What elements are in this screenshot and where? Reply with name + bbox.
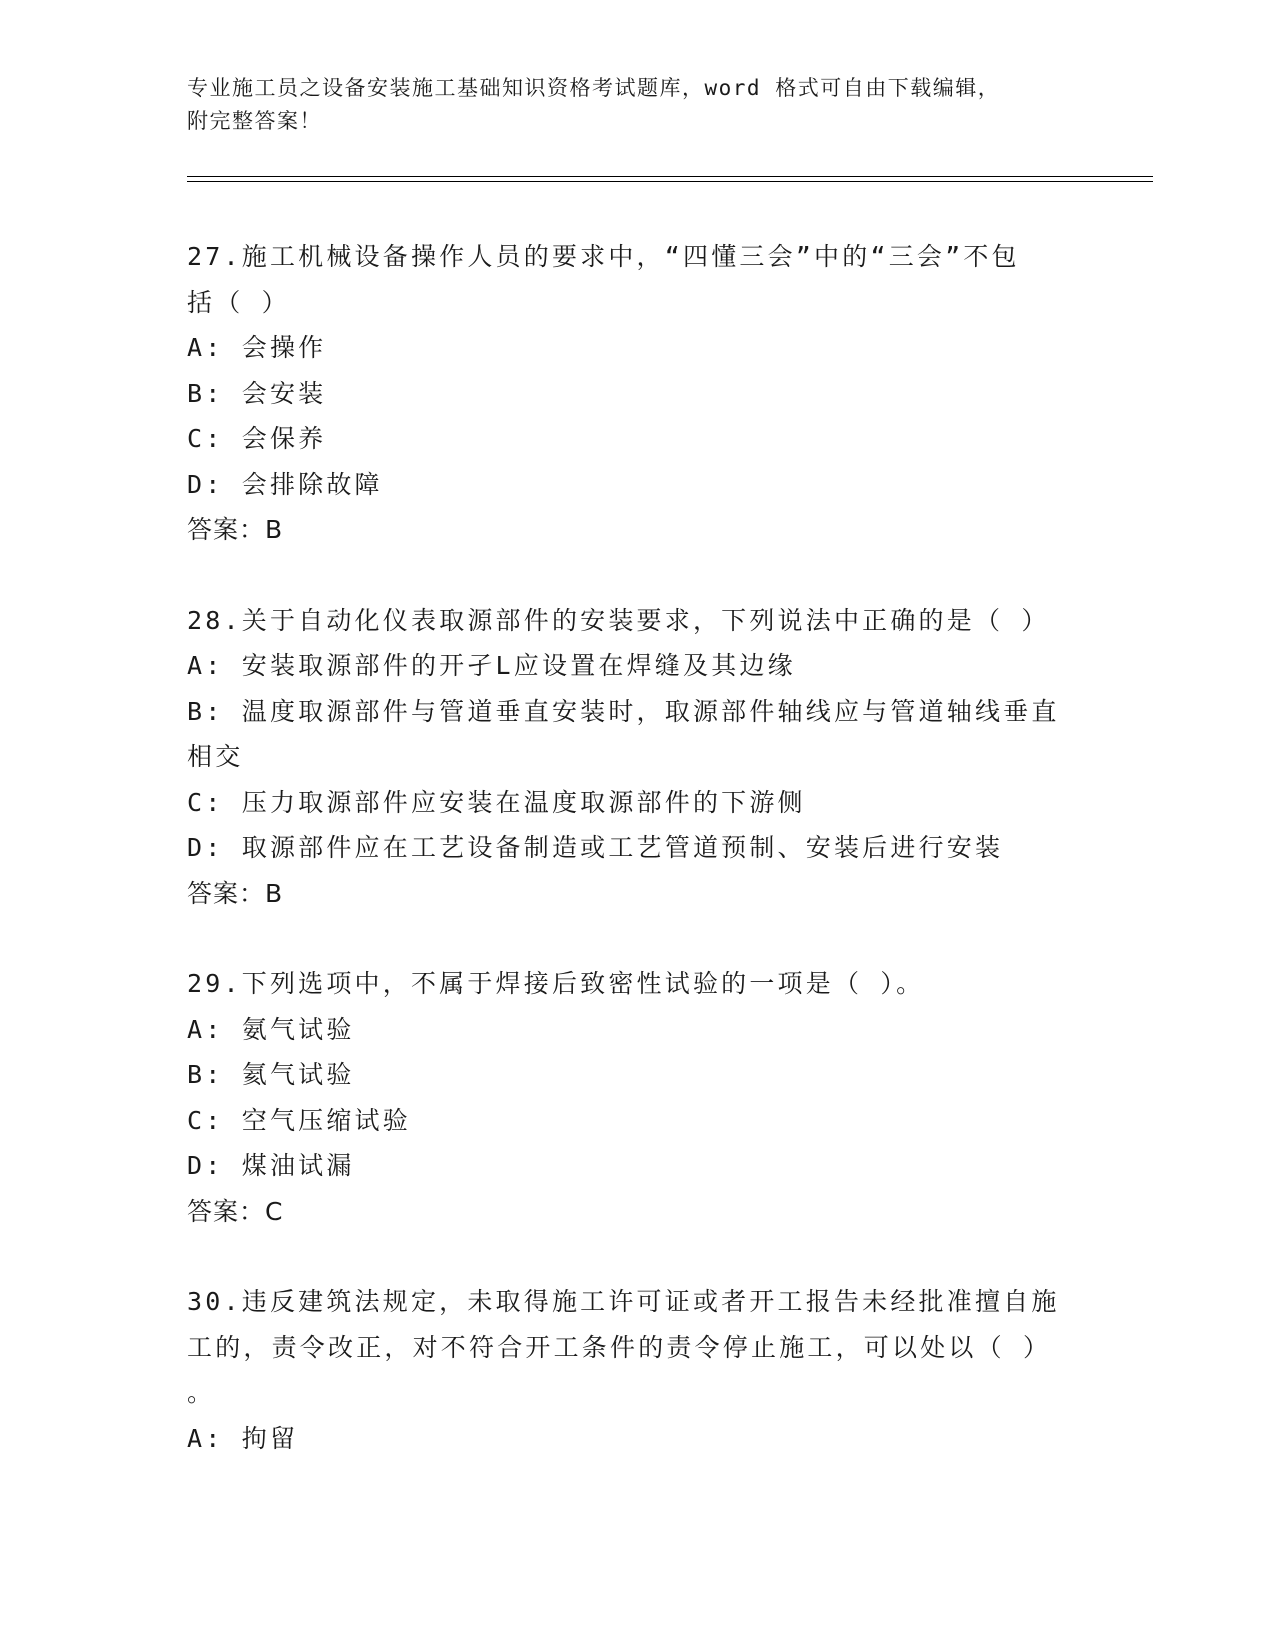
document-header	[187, 72, 1087, 138]
answer-label: 答案：B	[187, 515, 284, 544]
option-b: B: 会安装	[187, 378, 327, 408]
option-d: D: 取源部件应在工艺设备制造或工艺管道预制、安装后进行安装	[187, 833, 1004, 862]
question-29	[187, 961, 1087, 1234]
question-stem: 30.违反建筑法规定，未取得施工许可证或者开工报告未经批准擅自施	[187, 1287, 1060, 1316]
option-d: D: 会排除故障	[187, 469, 383, 499]
question-stem: 。	[187, 1378, 216, 1407]
header-divider-top	[187, 176, 1153, 177]
option-c: C: 会保养	[187, 424, 327, 453]
header-line-2: 附完整答案！	[187, 109, 322, 133]
option-d: D: 煤油试漏	[187, 1151, 355, 1180]
option-b: B: 温度取源部件与管道垂直安装时，取源部件轴线应与管道轴线垂直	[187, 696, 1060, 726]
header-line-1: 专业施工员之设备安装施工基础知识资格考试题库，word 格式可自由下载编辑，	[187, 76, 1001, 100]
answer-label: 答案：B	[187, 878, 284, 908]
answer-label: 答案：C	[187, 1196, 284, 1226]
question-30	[187, 1279, 1087, 1461]
option-b: B: 氦气试验	[187, 1060, 355, 1089]
option-a: A: 拘留	[187, 1423, 299, 1453]
question-stem: 27.施工机械设备操作人员的要求中，“四懂三会”中的“三会”不包	[187, 242, 1020, 271]
question-stem: 29.下列选项中，不属于焊接后致密性试验的一项是（ ）。	[187, 969, 925, 998]
question-list	[187, 234, 1087, 1506]
option-a: A: 会操作	[187, 333, 327, 362]
option-a: A: 氨气试验	[187, 1014, 355, 1044]
question-stem: 28.关于自动化仪表取源部件的安装要求，下列说法中正确的是（ ）	[187, 605, 1050, 635]
question-27	[187, 234, 1087, 553]
option-c: C: 空气压缩试验	[187, 1105, 411, 1135]
option-c: C: 压力取源部件应安装在温度取源部件的下游侧	[187, 787, 806, 817]
option-b-continued: 相交	[187, 742, 244, 771]
question-stem: 工的，责令改正，对不符合开工条件的责令停止施工，可以处以（ ）	[187, 1332, 1052, 1362]
header-divider-bottom	[187, 181, 1153, 182]
option-a: A: 安装取源部件的开孑L应设置在焊缝及其边缘	[187, 651, 796, 680]
question-stem: 括（ ）	[187, 287, 290, 317]
question-28	[187, 598, 1087, 917]
